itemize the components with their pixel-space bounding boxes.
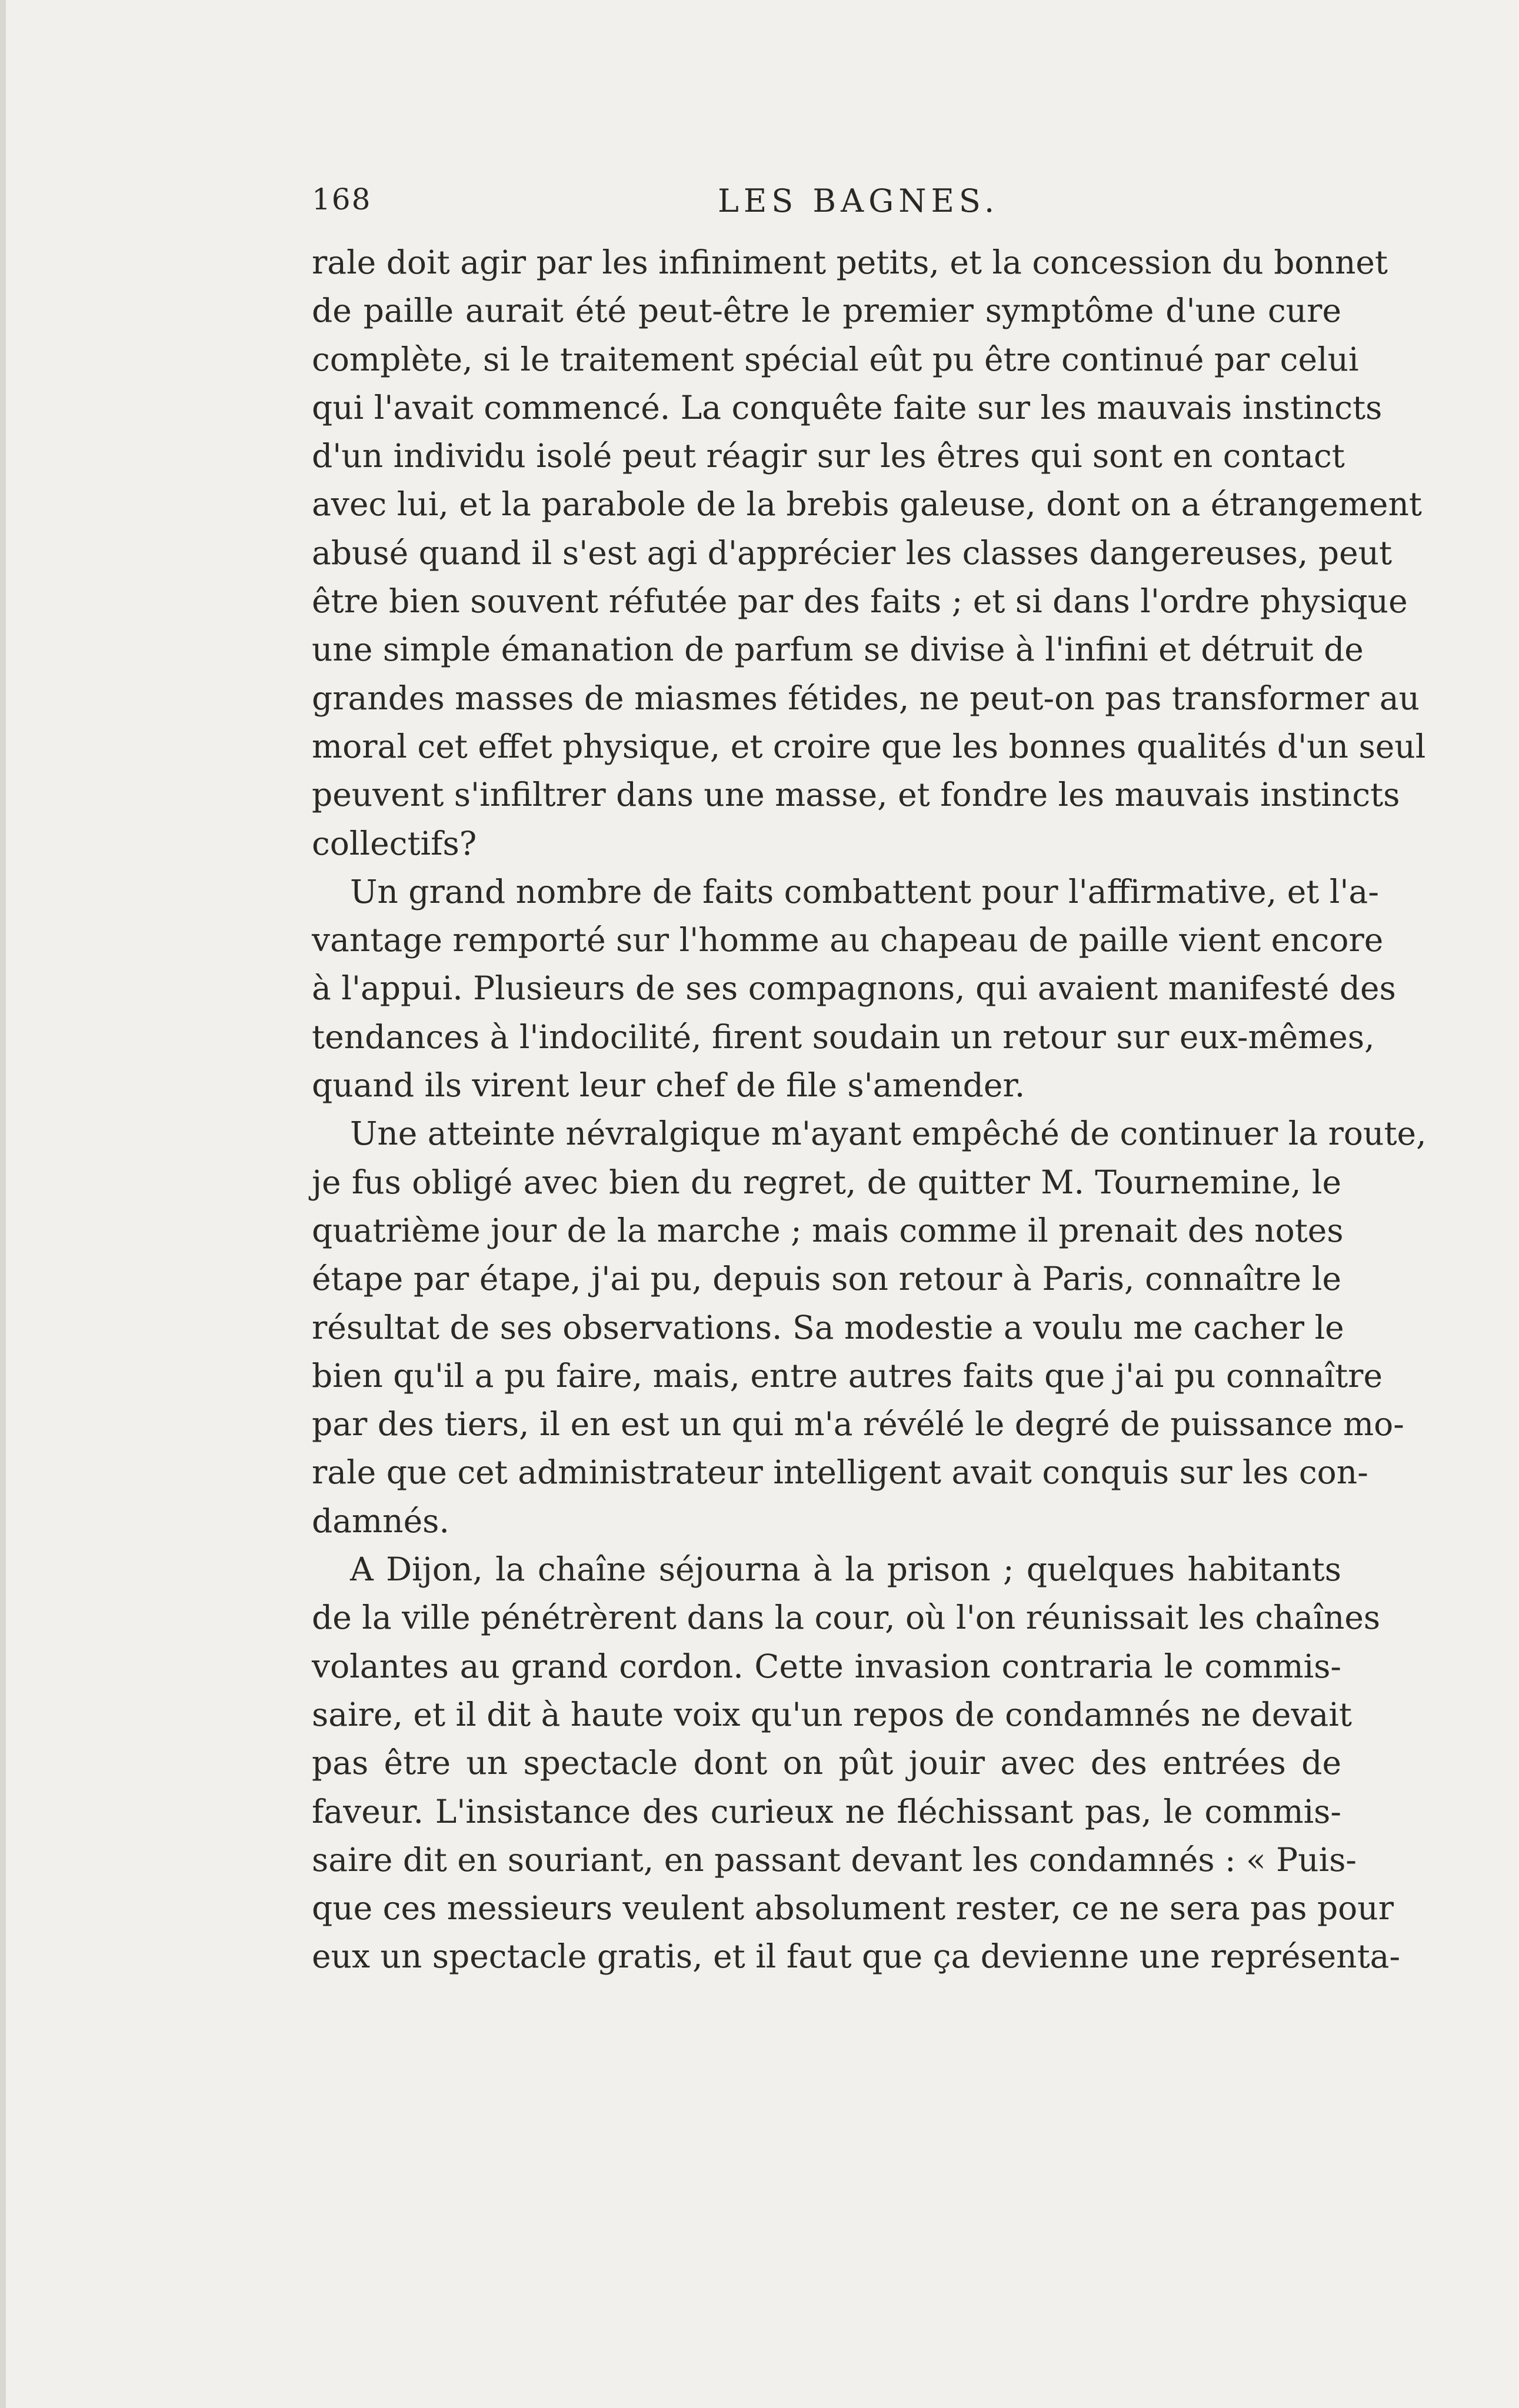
text-line: par des tiers, il en est un qui m'a révélé le degré de puissance mo- (312, 1405, 1404, 1443)
text-line: grandes masses de miasmes fétides, ne peut-on pas transformer au (312, 679, 1420, 717)
text-line: je fus obligé avec bien du regret, de quitter M. Tournemine, le (312, 1163, 1341, 1201)
text-line: une simple émanation de parfum se divise à l'infini et détruit de (312, 631, 1364, 669)
running-title: LES BAGNES. (718, 182, 1000, 219)
text-line: bien qu'il a pu faire, mais, entre autres faits que j'ai pu connaître (312, 1356, 1383, 1395)
text-line: abusé quand il s'est agi d'apprécier les classes dangereuses, peut (312, 533, 1393, 572)
page-number: 168 (312, 182, 372, 216)
page-edge (0, 0, 6, 2408)
text-line: faveur. L'insistance des curieux ne fléchissant pas, le commis- (312, 1792, 1341, 1830)
text-line: collectifs? (312, 824, 477, 862)
text-line: être bien souvent réfutée par des faits ; et si dans l'ordre physique (312, 582, 1408, 621)
text-line: à l'appui. Plusieurs de ses compagnons, qui avaient manifesté des (312, 969, 1396, 1008)
text-line: saire dit en souriant, en passant devant les condamnés : « Puis- (312, 1840, 1357, 1879)
text-line: que ces messieurs veulent absolument rester, ce ne sera pas pour (312, 1889, 1394, 1927)
text-line: vantage remporté sur l'homme au chapeau de paille vient encore (312, 921, 1384, 959)
text-line: étape par étape, j'ai pu, depuis son retour à Paris, connaître le (312, 1260, 1341, 1298)
text-line: peuvent s'infiltrer dans une masse, et fondre les mauvais instincts (312, 776, 1400, 814)
text-line: complète, si le traitement spécial eût pu être continué par celui (312, 340, 1359, 378)
body-text (312, 238, 1427, 1981)
text-line: moral cet effet physique, et croire que les bonnes qualités d'un seul (312, 727, 1426, 765)
text-line: pas être un spectacle dont on pût jouir avec des entrées de (312, 1744, 1341, 1782)
page-header (312, 176, 1341, 235)
text-line: quatrième jour de la marche ; mais comme il prenait des notes (312, 1211, 1344, 1249)
paragraph-first-line: A Dijon, la chaîne séjourna à la prison ; quelques habitants (350, 1550, 1341, 1589)
text-line: de la ville pénétrèrent dans la cour, où l'on réunissait les chaînes (312, 1599, 1381, 1637)
text-line: saire, et il dit à haute voix qu'un repos de condamnés ne devait (312, 1695, 1353, 1733)
text-line: eux un spectacle gratis, et il faut que ça devienne une représenta- (312, 1937, 1401, 1976)
text-line: qui l'avait commencé. La conquête faite sur les mauvais instincts (312, 388, 1383, 426)
text-line: résultat de ses observations. Sa modestie a voulu me cacher le (312, 1308, 1344, 1346)
text-line: volantes au grand cordon. Cette invasion contraria le commis- (312, 1647, 1341, 1685)
text-line: damnés. (312, 1502, 449, 1540)
text-line: quand ils virent leur chef de file s'amender. (312, 1066, 1025, 1105)
text-line: rale doit agir par les infiniment petits, et la concession du bonnet (312, 244, 1388, 281)
text-line: de paille aurait été peut-être le premier symptôme d'une cure (312, 292, 1341, 330)
paragraph-first-line: Une atteinte névralgique m'ayant empêché de continuer la route, (350, 1115, 1427, 1153)
text-line: d'un individu isolé peut réagir sur les êtres qui sont en contact (312, 437, 1345, 475)
paragraph-first-line: Un grand nombre de faits combattent pour l'affirmative, et l'a- (350, 872, 1379, 910)
text-line: avec lui, et la parabole de la brebis galeuse, dont on a étrangement (312, 485, 1422, 523)
text-line: tendances à l'indocilité, firent soudain un retour sur eux-mêmes, (312, 1018, 1375, 1056)
text-line: rale que cet administrateur intelligent avait conquis sur les con- (312, 1453, 1368, 1492)
